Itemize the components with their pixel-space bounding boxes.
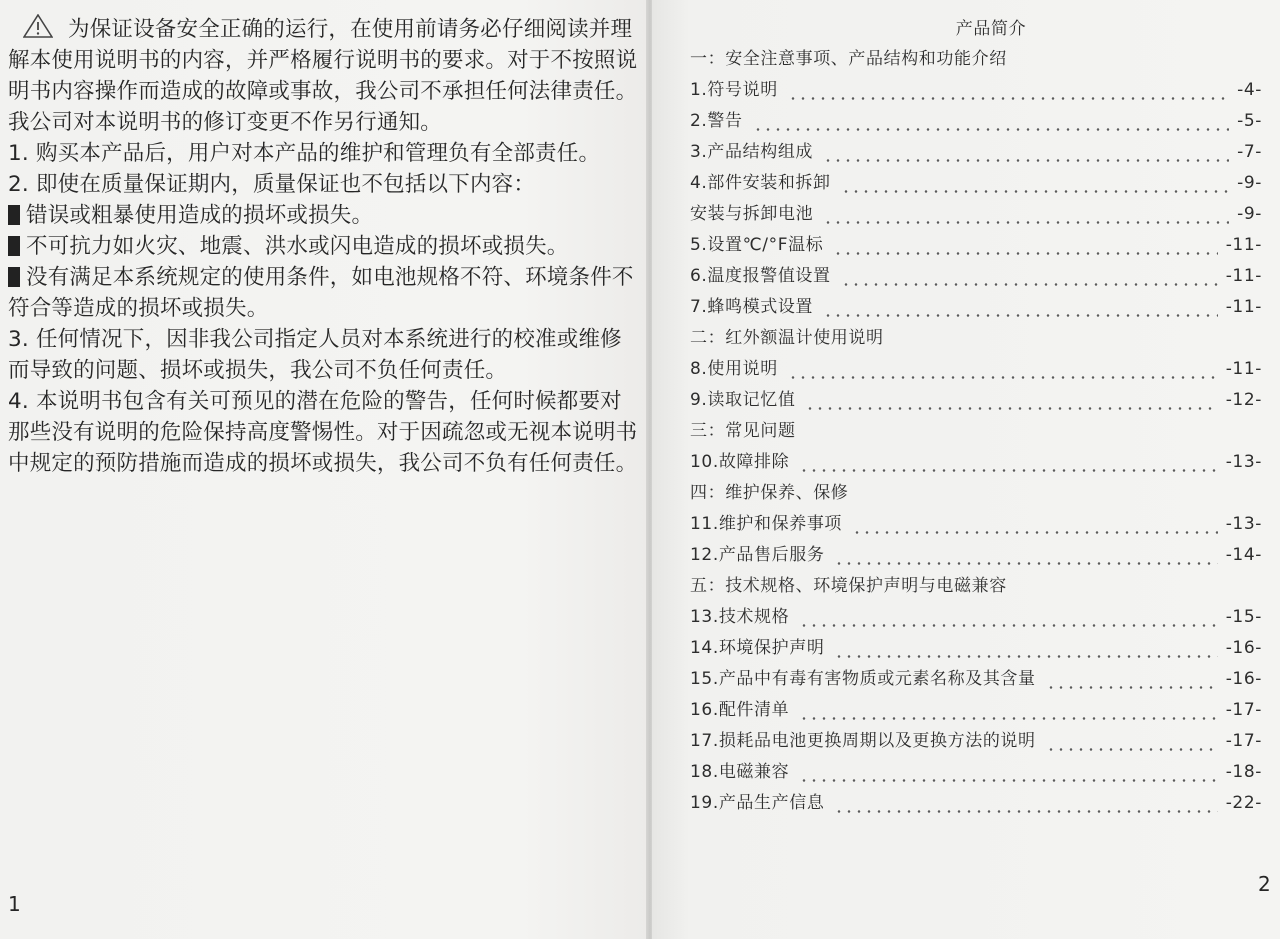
toc-entry-label: 18.电磁兼容 (690, 762, 790, 782)
toc-leader-dots (852, 509, 1218, 540)
toc-entry-page: -14- (1225, 545, 1262, 565)
toc-leader-dots (799, 602, 1217, 633)
toc-entry-page: -11- (1225, 359, 1262, 379)
toc-leader-dots (823, 137, 1229, 168)
toc-entry-page: -12- (1225, 390, 1262, 410)
toc-section-heading: 三：常见问题 (690, 421, 796, 441)
toc-entry (690, 757, 1262, 788)
table-of-contents (690, 14, 1262, 819)
toc-leader-dots (753, 106, 1229, 137)
toc-title: 产品简介 (955, 19, 1027, 39)
toc-entry (690, 137, 1262, 168)
toc-entry-page: -9- (1237, 204, 1262, 224)
toc-section-heading: 五：技术规格、环境保护声明与电磁兼容 (690, 576, 1007, 596)
toc-entry-label: 7.蜂鸣模式设置 (690, 297, 814, 317)
toc-leader-dots (788, 354, 1218, 385)
toc-entry-label: 8.使用说明 (690, 359, 778, 379)
toc-entry (690, 106, 1262, 137)
toc-entry-page: -16- (1225, 638, 1262, 658)
toc-leader-dots (1046, 664, 1218, 695)
toc-entry-label: 1.符号说明 (690, 80, 778, 100)
toc-entry-label: 12.产品售后服务 (690, 545, 825, 565)
toc-entry-label: 14.环境保护声明 (690, 638, 825, 658)
toc-section-heading: 四：维护保养、保修 (690, 483, 849, 503)
toc-entry (690, 354, 1262, 385)
toc-entry-page: -9- (1237, 173, 1262, 193)
toc-entry (690, 168, 1262, 199)
toc-entry-label: 17.损耗品电池更换周期以及更换方法的说明 (690, 731, 1036, 751)
toc-entry-page: -16- (1225, 669, 1262, 689)
toc-entry-label: 15.产品中有毒有害物质或元素名称及其含量 (690, 669, 1036, 689)
bullet-square-icon (8, 267, 20, 287)
toc-entry (690, 540, 1262, 571)
toc-entry-label: 3.产品结构组成 (690, 142, 814, 162)
toc-leader-dots (799, 757, 1217, 788)
toc-leader-dots (841, 261, 1218, 292)
item-3: 3. 任何情况下，因非我公司指定人员对本系统进行的校准或维修而导致的问题、损坏或损失，我公司不负任何责任。 (8, 327, 622, 383)
toc-entry (690, 664, 1262, 695)
toc-entry (690, 199, 1262, 230)
toc-entry-page: -7- (1237, 142, 1262, 162)
toc-entry-label: 19.产品生产信息 (690, 793, 825, 813)
toc-entry (690, 292, 1262, 323)
toc-list (690, 44, 1262, 819)
toc-entry (690, 509, 1262, 540)
toc-leader-dots (833, 230, 1217, 261)
toc-leader-dots (805, 385, 1217, 416)
toc-entry-page: -13- (1225, 514, 1262, 534)
bullet-item: 没有满足本系统规定的使用条件，如电池规格不符、环境条件不符合等造成的损坏或损失。 (8, 265, 634, 321)
toc-leader-dots (834, 540, 1217, 571)
page-number-right: 2 (1258, 872, 1271, 896)
bullet-square-icon (8, 205, 20, 225)
toc-entry (690, 695, 1262, 726)
toc-entry (690, 230, 1262, 261)
toc-entry-page: -4- (1237, 80, 1262, 100)
toc-leader-dots (834, 633, 1217, 664)
toc-entry (690, 447, 1262, 478)
toc-entry (690, 261, 1262, 292)
toc-leader-dots (834, 788, 1217, 819)
item-2: 2. 即使在质量保证期内，质量保证也不包括以下内容： (8, 172, 536, 197)
right-page (652, 0, 1280, 939)
bullet-item: 错误或粗暴使用造成的损坏或损失。 (8, 200, 638, 231)
toc-entry-page: -18- (1225, 762, 1262, 782)
page-number-left: 1 (8, 892, 21, 916)
toc-entry-label: 9.读取记忆值 (690, 390, 796, 410)
item-4: 4. 本说明书包含有关可预见的潜在危险的警告，任何时候都要对那些没有说明的危险保持高度警惕性。对于因疏忽或无视本说明书中规定的预防措施而造成的损坏或损失，我公司不负有任何责任。 (8, 389, 638, 476)
toc-leader-dots (799, 695, 1217, 726)
toc-entry (690, 633, 1262, 664)
toc-entry (690, 75, 1262, 106)
intro-paragraph: 为保证设备安全正确的运行，在使用前请务必仔细阅读并理解本使用说明书的内容，并严格履行说明书的要求。对于不按照说明书内容操作而造成的故障或事故，我公司不承担任何法律责任。我公司对本说明书的修订变更不作另行通知。 (8, 14, 638, 138)
toc-entry-label: 11.维护和保养事项 (690, 514, 843, 534)
toc-entry (690, 788, 1262, 819)
toc-entry-label: 16.配件清单 (690, 700, 790, 720)
bullet-square-icon (8, 236, 20, 256)
toc-entry (690, 602, 1262, 633)
item-1: 1. 购买本产品后，用户对本产品的维护和管理负有全部责任。 (8, 141, 601, 166)
toc-entry-label: 2.警告 (690, 111, 743, 131)
toc-leader-dots (799, 447, 1217, 478)
toc-entry-label: 10.故障排除 (690, 452, 790, 472)
toc-entry-page: -13- (1225, 452, 1262, 472)
toc-section-heading: 二：红外额温计使用说明 (690, 328, 884, 348)
toc-leader-dots (841, 168, 1229, 199)
toc-leader-dots (823, 199, 1229, 230)
toc-leader-dots (823, 292, 1218, 323)
bullet-item: 不可抗力如火灾、地震、洪水或闪电造成的损坏或损失。 (8, 231, 638, 262)
toc-entry-page: -11- (1225, 266, 1262, 286)
warning-triangle-icon (23, 14, 53, 38)
toc-leader-dots (1046, 726, 1218, 757)
toc-entry-page: -5- (1237, 111, 1262, 131)
toc-entry-page: -11- (1225, 297, 1262, 317)
toc-entry (690, 385, 1262, 416)
toc-entry-label: 13.技术规格 (690, 607, 790, 627)
toc-entry-page: -15- (1225, 607, 1262, 627)
toc-entry (690, 726, 1262, 757)
toc-entry-page: -17- (1225, 731, 1262, 751)
toc-entry-label: 5.设置℃/°F温标 (690, 235, 824, 255)
toc-entry-label: 6.温度报警值设置 (690, 266, 831, 286)
toc-entry-label: 安装与拆卸电池 (690, 204, 814, 224)
toc-entry-label: 4.部件安装和拆卸 (690, 173, 831, 193)
toc-entry-page: -11- (1225, 235, 1262, 255)
safety-notice (8, 14, 638, 479)
toc-leader-dots (788, 75, 1229, 106)
toc-entry-page: -22- (1225, 793, 1262, 813)
toc-entry-page: -17- (1225, 700, 1262, 720)
toc-section-heading: 一：安全注意事项、产品结构和功能介绍 (690, 49, 1007, 69)
